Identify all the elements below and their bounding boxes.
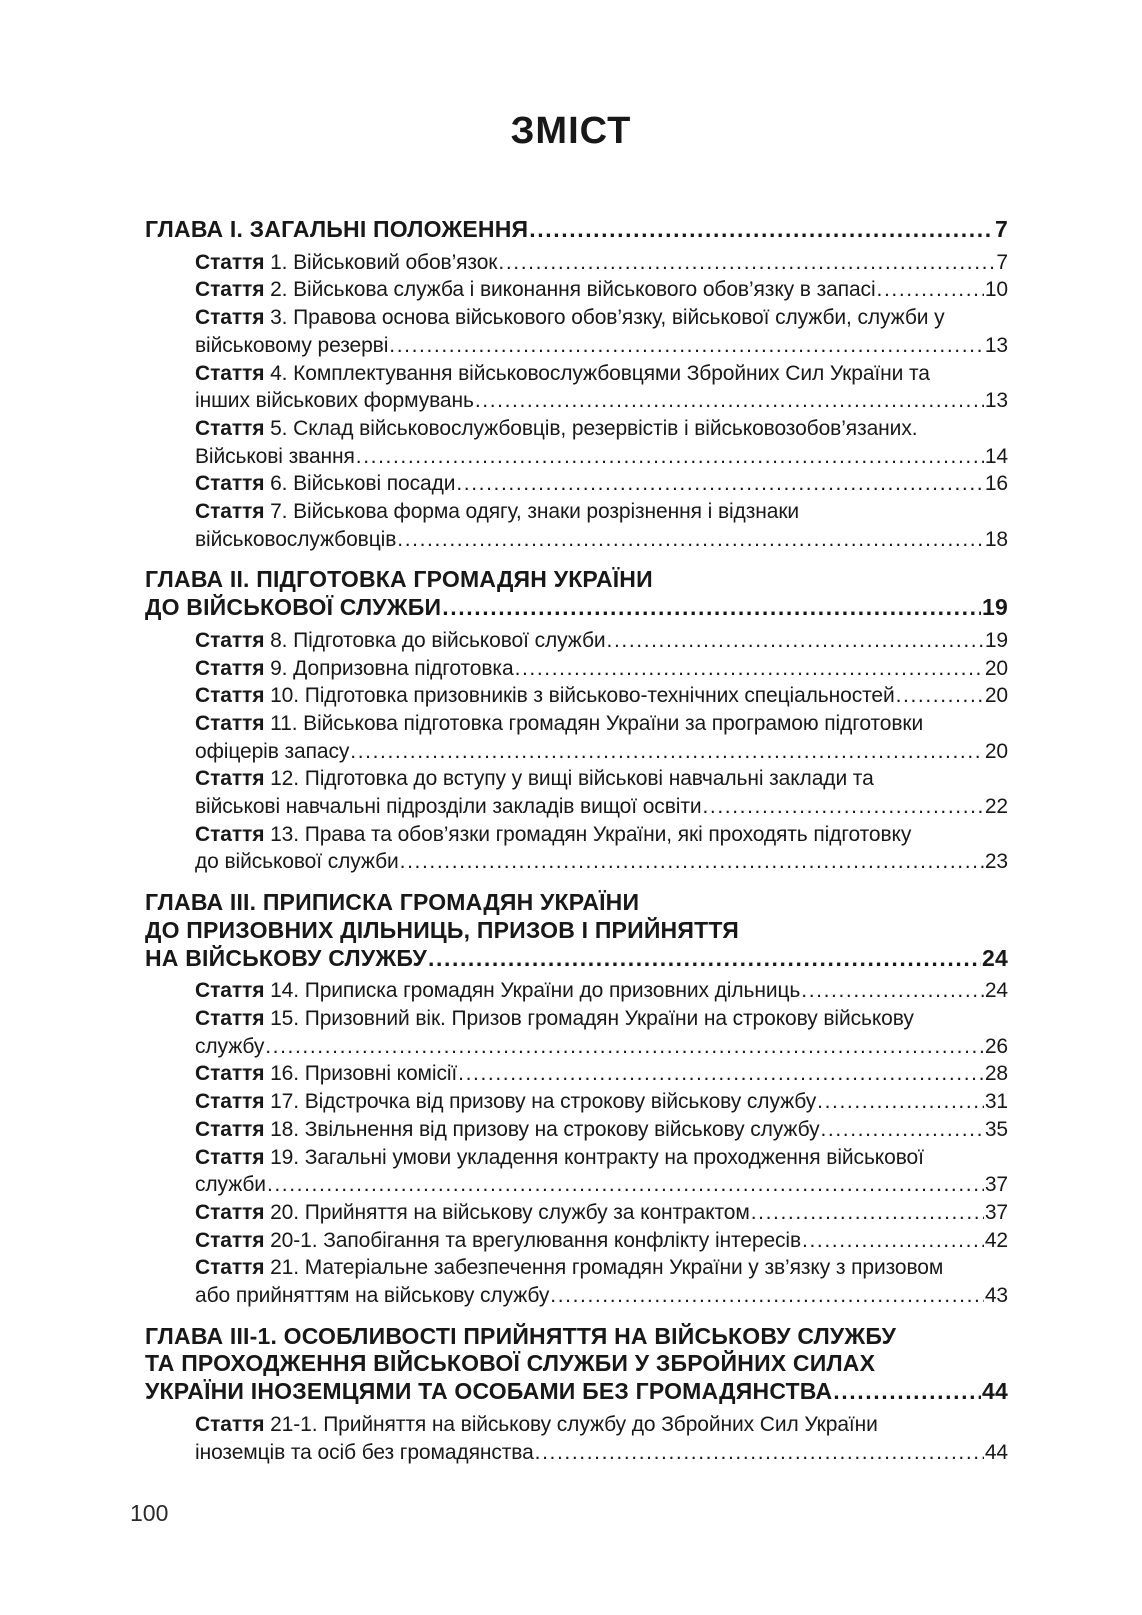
toc-article-entry xyxy=(145,360,1008,415)
article-label: Стаття xyxy=(195,822,265,846)
toc-line xyxy=(145,498,1008,526)
toc-line xyxy=(145,332,1008,360)
entry-page-number: 7 xyxy=(995,216,1008,242)
entry-text: ГЛАВА III. ПРИПИСКА ГРОМАДЯН УКРАЇНИ xyxy=(145,889,640,916)
toc-article-entry xyxy=(145,821,1008,876)
entry-text: Стаття 12. Підготовка до вступу у вищі військові навчальні заклади та xyxy=(195,767,874,791)
toc-line xyxy=(145,526,1008,554)
toc-line xyxy=(145,977,1008,1005)
entry-text: військовослужбовців xyxy=(195,527,397,551)
entry-text: ДО ПРИЗОВНИХ ДІЛЬНИЦЬ, ПРИЗОВ І ПРИЙНЯТТЯ xyxy=(145,916,740,943)
dot-leader xyxy=(535,1439,984,1467)
dot-leader xyxy=(515,655,984,683)
dot-leader xyxy=(475,387,984,415)
toc-line xyxy=(145,1411,1008,1439)
toc-line xyxy=(145,917,1008,945)
entry-page-number: 16 xyxy=(984,472,1008,496)
dot-leader xyxy=(833,1378,981,1406)
dot-leader xyxy=(350,738,984,766)
entry-text: Стаття 11. Військова підготовка громадян України за програмою підготовки xyxy=(195,711,924,735)
article-label: Стаття xyxy=(195,306,265,330)
article-label: Стаття xyxy=(195,1145,265,1169)
entry-text: Стаття 2. Військова служба і виконання військового обов’язку в запасі xyxy=(195,278,876,302)
dot-leader xyxy=(801,977,984,1005)
dot-leader xyxy=(877,276,984,304)
toc-line xyxy=(145,1282,1008,1310)
entry-text: Стаття 9. Допризовна підготовка xyxy=(195,656,514,680)
toc-line xyxy=(145,1227,1008,1255)
article-label: Стаття xyxy=(195,416,265,440)
toc-article-entry xyxy=(145,682,1008,710)
article-label: Стаття xyxy=(195,628,265,652)
entry-page-number: 44 xyxy=(982,1378,1008,1405)
toc-article-entry xyxy=(145,1005,1008,1060)
toc-line xyxy=(145,889,1008,917)
entry-text: військові навчальні підрозділи закладів вищої освіти xyxy=(195,795,702,819)
dot-leader xyxy=(529,216,994,244)
entry-text: іноземців та осіб без громадянства xyxy=(195,1440,534,1464)
toc-article-entry xyxy=(145,627,1008,655)
article-label: Стаття xyxy=(195,684,265,708)
dot-leader xyxy=(400,848,984,876)
entry-text: НА ВІЙСЬКОВУ СЛУЖБУ xyxy=(145,944,427,971)
article-label: Стаття xyxy=(195,1062,265,1086)
article-label: Стаття xyxy=(195,656,265,680)
toc-chapter-entry xyxy=(145,566,1008,621)
entry-text: військовому резерві xyxy=(195,333,389,357)
entry-text: ДО ВІЙСЬКОВОЇ СЛУЖБИ xyxy=(145,594,442,621)
entry-text: Стаття 6. Військові посади xyxy=(195,472,456,496)
toc-article-entry xyxy=(145,470,1008,498)
entry-text: Стаття 20-1. Запобігання та врегулювання конфлікту інтересів xyxy=(195,1228,802,1252)
dot-leader xyxy=(265,1033,984,1061)
article-label: Стаття xyxy=(195,1228,265,1252)
entry-text: Стаття 18. Звільнення від призову на строкову військову службу xyxy=(195,1117,820,1141)
dot-leader xyxy=(389,332,984,360)
entry-page-number: 13 xyxy=(984,389,1008,413)
entry-page-number: 20 xyxy=(984,684,1008,708)
entry-page-number: 43 xyxy=(984,1284,1008,1308)
entry-text: Стаття 1. Військовий обов’язок xyxy=(195,250,498,274)
entry-text: Стаття 8. Підготовка до військової служби xyxy=(195,628,606,652)
dot-leader xyxy=(817,1088,984,1116)
toc-line xyxy=(145,1144,1008,1172)
entry-text: Стаття 3. Правова основа військового обов’язку, військової служби, служби у xyxy=(195,306,945,330)
entry-text: Стаття 15. Призовний вік. Призов громадян України на строкову військову xyxy=(195,1006,914,1030)
toc-line xyxy=(145,594,1008,622)
toc-line xyxy=(145,738,1008,766)
dot-leader xyxy=(428,945,981,973)
entry-text: ГЛАВА III-1. ОСОБЛИВОСТІ ПРИЙНЯТТЯ НА ВІЙСЬКОВУ СЛУЖБУ xyxy=(145,1322,897,1349)
entry-text: Стаття 14. Приписка громадян України до призовних дільниць xyxy=(195,979,801,1003)
entry-text: ГЛАВА I. ЗАГАЛЬНІ ПОЛОЖЕННЯ xyxy=(145,216,529,242)
entry-text: Стаття 17. Відстрочка від призову на строкову військову службу xyxy=(195,1090,817,1114)
toc-article-entry xyxy=(145,249,1008,277)
entry-page-number: 19 xyxy=(982,594,1008,621)
entry-text: Стаття 21-1. Прийняття на військову службу до Збройних Сил України xyxy=(195,1412,878,1436)
entry-text: Стаття 10. Підготовка призовників з військово-технічних спеціальностей xyxy=(195,684,895,708)
toc-article-entry xyxy=(145,498,1008,553)
entry-page-number: 13 xyxy=(984,333,1008,357)
article-label: Стаття xyxy=(195,979,265,1003)
toc-line xyxy=(145,627,1008,655)
article-label: Стаття xyxy=(195,361,265,385)
entry-page-number: 28 xyxy=(984,1062,1008,1086)
entry-page-number: 7 xyxy=(996,250,1008,274)
article-label: Стаття xyxy=(195,1090,265,1114)
article-label: Стаття xyxy=(195,1006,265,1030)
article-label: Стаття xyxy=(195,278,265,302)
page-title: ЗМІСТ xyxy=(510,110,632,152)
toc-line xyxy=(145,1323,1008,1351)
entry-page-number: 24 xyxy=(984,979,1008,1003)
dot-leader xyxy=(356,443,984,471)
toc-line xyxy=(145,566,1008,594)
entry-page-number: 42 xyxy=(984,1228,1008,1252)
entry-page-number: 31 xyxy=(984,1090,1008,1114)
toc-line xyxy=(145,470,1008,498)
dot-leader xyxy=(267,1171,984,1199)
entry-text: служби xyxy=(195,1173,266,1197)
toc-line xyxy=(145,1199,1008,1227)
entry-text: Стаття 4. Комплектування військовослужбовцями Збройних Сил України та xyxy=(195,361,930,385)
article-label: Стаття xyxy=(195,250,265,274)
toc-line xyxy=(145,1088,1008,1116)
entry-page-number: 35 xyxy=(984,1117,1008,1141)
entry-page-number: 19 xyxy=(984,628,1008,652)
entry-text: до військової служби xyxy=(195,850,399,874)
dot-leader xyxy=(498,249,995,277)
article-label: Стаття xyxy=(195,1200,265,1224)
toc-article-entry xyxy=(145,1088,1008,1116)
entry-page-number: 37 xyxy=(984,1200,1008,1224)
toc-line xyxy=(145,1378,1008,1406)
folio-page-number: 100 xyxy=(130,1500,169,1526)
toc-line xyxy=(145,443,1008,471)
article-label: Стаття xyxy=(195,1117,265,1141)
entry-text: або прийняттям на військову службу xyxy=(195,1284,550,1308)
entry-page-number: 23 xyxy=(984,850,1008,874)
entry-text: Стаття 20. Прийняття на військову службу за контрактом xyxy=(195,1200,750,1224)
dot-leader xyxy=(820,1116,983,1144)
toc-line xyxy=(145,710,1008,738)
dot-leader xyxy=(456,470,983,498)
article-label: Стаття xyxy=(195,767,265,791)
entry-text: ГЛАВА II. ПІДГОТОВКА ГРОМАДЯН УКРАЇНИ xyxy=(145,566,653,593)
entry-text: Стаття 5. Склад військовослужбовців, резервістів і військовозобов’язаних. xyxy=(195,416,918,440)
toc-article-entry xyxy=(145,1254,1008,1309)
toc-line xyxy=(145,793,1008,821)
toc-line xyxy=(145,387,1008,415)
toc-line xyxy=(145,848,1008,876)
toc-article-entry xyxy=(145,765,1008,820)
table-of-contents xyxy=(0,216,1142,1466)
dot-leader xyxy=(550,1282,984,1310)
article-label: Стаття xyxy=(195,1412,265,1436)
toc-line xyxy=(145,304,1008,332)
article-label: Стаття xyxy=(195,472,265,496)
dot-leader xyxy=(607,627,984,655)
toc-line xyxy=(145,945,1008,973)
entry-page-number: 20 xyxy=(984,656,1008,680)
entry-page-number: 37 xyxy=(984,1173,1008,1197)
toc-line xyxy=(145,821,1008,849)
toc-chapter-entry xyxy=(145,216,1008,244)
toc-article-entry xyxy=(145,1227,1008,1255)
article-label: Стаття xyxy=(195,1256,265,1280)
article-label: Стаття xyxy=(195,711,265,735)
toc-line xyxy=(145,1171,1008,1199)
toc-line xyxy=(145,1116,1008,1144)
toc-line xyxy=(145,1350,1008,1378)
toc-line xyxy=(145,1033,1008,1061)
entry-text: Військові звання xyxy=(195,444,355,468)
toc-line xyxy=(145,276,1008,304)
entry-page-number: 22 xyxy=(984,795,1008,819)
toc-chapter-entry xyxy=(145,889,1008,972)
toc-article-entry xyxy=(145,304,1008,359)
toc-article-entry xyxy=(145,1060,1008,1088)
toc-article-entry xyxy=(145,1116,1008,1144)
toc-line xyxy=(145,655,1008,683)
dot-leader xyxy=(896,682,984,710)
toc-line xyxy=(145,1060,1008,1088)
toc-line xyxy=(145,682,1008,710)
toc-article-entry xyxy=(145,1199,1008,1227)
entry-text: Стаття 13. Права та обов’язки громадян України, які проходять підготовку xyxy=(195,822,912,846)
entry-page-number: 10 xyxy=(984,278,1008,302)
toc-line xyxy=(145,765,1008,793)
entry-text: Стаття 21. Матеріальне забезпечення громадян України у зв’язку з призовом xyxy=(195,1256,944,1280)
toc-article-entry xyxy=(145,977,1008,1005)
entry-text: Стаття 7. Військова форма одягу, знаки розрізнення і відзнаки xyxy=(195,500,800,524)
entry-text: УКРАЇНИ ІНОЗЕМЦЯМИ ТА ОСОБАМИ БЕЗ ГРОМАДЯНСТВА xyxy=(145,1378,833,1405)
toc-article-entry xyxy=(145,655,1008,683)
toc-line xyxy=(145,1254,1008,1282)
article-label: Стаття xyxy=(195,500,265,524)
dot-leader xyxy=(397,526,984,554)
entry-page-number: 20 xyxy=(984,739,1008,763)
toc-article-entry xyxy=(145,1144,1008,1199)
toc-line xyxy=(145,249,1008,277)
entry-page-number: 14 xyxy=(984,444,1008,468)
toc-article-entry xyxy=(145,1411,1008,1466)
toc-line xyxy=(145,1005,1008,1033)
entry-page-number: 18 xyxy=(984,527,1008,551)
entry-text: Стаття 19. Загальні умови укладення контракту на проходження військової xyxy=(195,1145,924,1169)
entry-text: ТА ПРОХОДЖЕННЯ ВІЙСЬКОВОЇ СЛУЖБИ У ЗБРОЙНИХ СИЛАХ xyxy=(145,1350,876,1377)
toc-chapter-entry xyxy=(145,1323,1008,1406)
dot-leader xyxy=(751,1199,984,1227)
toc-article-entry xyxy=(145,710,1008,765)
toc-line xyxy=(145,216,1008,244)
entry-text: службу xyxy=(195,1034,265,1058)
dot-leader xyxy=(802,1227,984,1255)
entry-text: Стаття 16. Призовні комісії xyxy=(195,1062,458,1086)
toc-line xyxy=(145,360,1008,388)
toc-article-entry xyxy=(145,276,1008,304)
entry-page-number: 44 xyxy=(984,1440,1008,1464)
entry-page-number: 26 xyxy=(984,1034,1008,1058)
entry-text: інших військових формувань xyxy=(195,389,474,413)
entry-text: офіцерів запасу xyxy=(195,739,350,763)
entry-page-number: 24 xyxy=(982,944,1008,971)
dot-leader xyxy=(458,1060,984,1088)
dot-leader xyxy=(442,594,981,622)
toc-line xyxy=(145,415,1008,443)
toc-line xyxy=(145,1439,1008,1467)
toc-article-entry xyxy=(145,415,1008,470)
dot-leader xyxy=(702,793,983,821)
